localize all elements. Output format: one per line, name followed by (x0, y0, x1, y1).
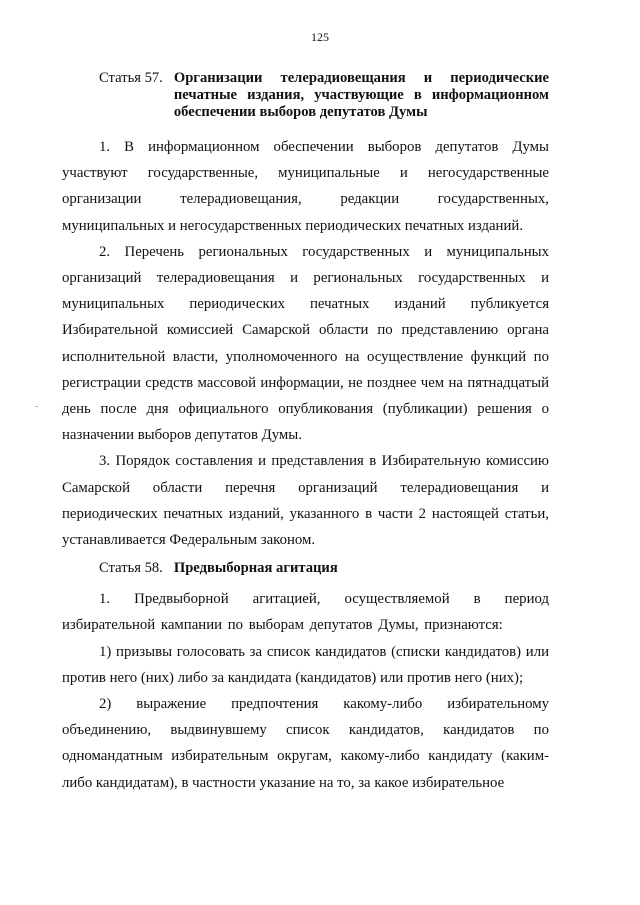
article-58-paragraph-1: 1. Предвыборной агитацией, осуществляемой в период избирательной кампании по выборам депутатов Думы, признаются: (62, 591, 549, 634)
article-57-paragraph-2: 2. Перечень региональных государственных и муниципальных организаций телерадиовещания и региональных государственных и муниципальных периодических печатных изданий публикуется Избирательной комиссией Самарской области по представлению органа исполнительной власти, уполномоченного на осуществление функций по регистрации средств массовой информации, не позднее чем на пятнадцатый день после дня официального опубликования (публикации) решения о назначении выборов депутатов Думы. (62, 243, 549, 444)
article-57-heading (99, 70, 549, 121)
article-58-item-2: 2) выражение предпочтения какому-либо избирательному объединению, выдвинувшему список кандидатов, кандидатов по одномандатным избирательным округам, какому-либо кандидату (каким-либо кандидатам), в частности указание на то, за какое избирательное (62, 696, 549, 791)
article-58-item-1: 1) призывы голосовать за список кандидатов (списки кандидатов) или против него (них) либо за кандидата (кандидатов) или против него (них); (62, 643, 549, 686)
article-58-title: Предвыборная агитация (173, 560, 338, 577)
article-57-title: Организации телерадиовещания и периодические печатные издания, участвующие в информационном обеспечении выборов депутатов Думы (173, 70, 549, 120)
margin-mark: - (35, 401, 39, 412)
article-57-number: Статья 57. (99, 70, 163, 86)
article-58-number: Статья 58. (99, 560, 163, 577)
article-57-paragraph-3: 3. Порядок составления и представления в Избирательную комиссию Самарской области перечня организаций телерадиовещания и периодических печатных изданий, указанного в части 2 настоящей статьи, устанавливается Федеральным законом. (62, 453, 549, 549)
article-58-heading (99, 560, 549, 577)
document-body (62, 70, 549, 796)
page-number: 125 (311, 30, 329, 44)
article-57-paragraph-1: 1. В информационном обеспечении выборов депутатов Думы участвуют государственные, муниципальные и негосударственные организации телерадиовещания, редакции государственных, муниципальных и негосударственных периодических печатных изданий. (62, 139, 549, 234)
